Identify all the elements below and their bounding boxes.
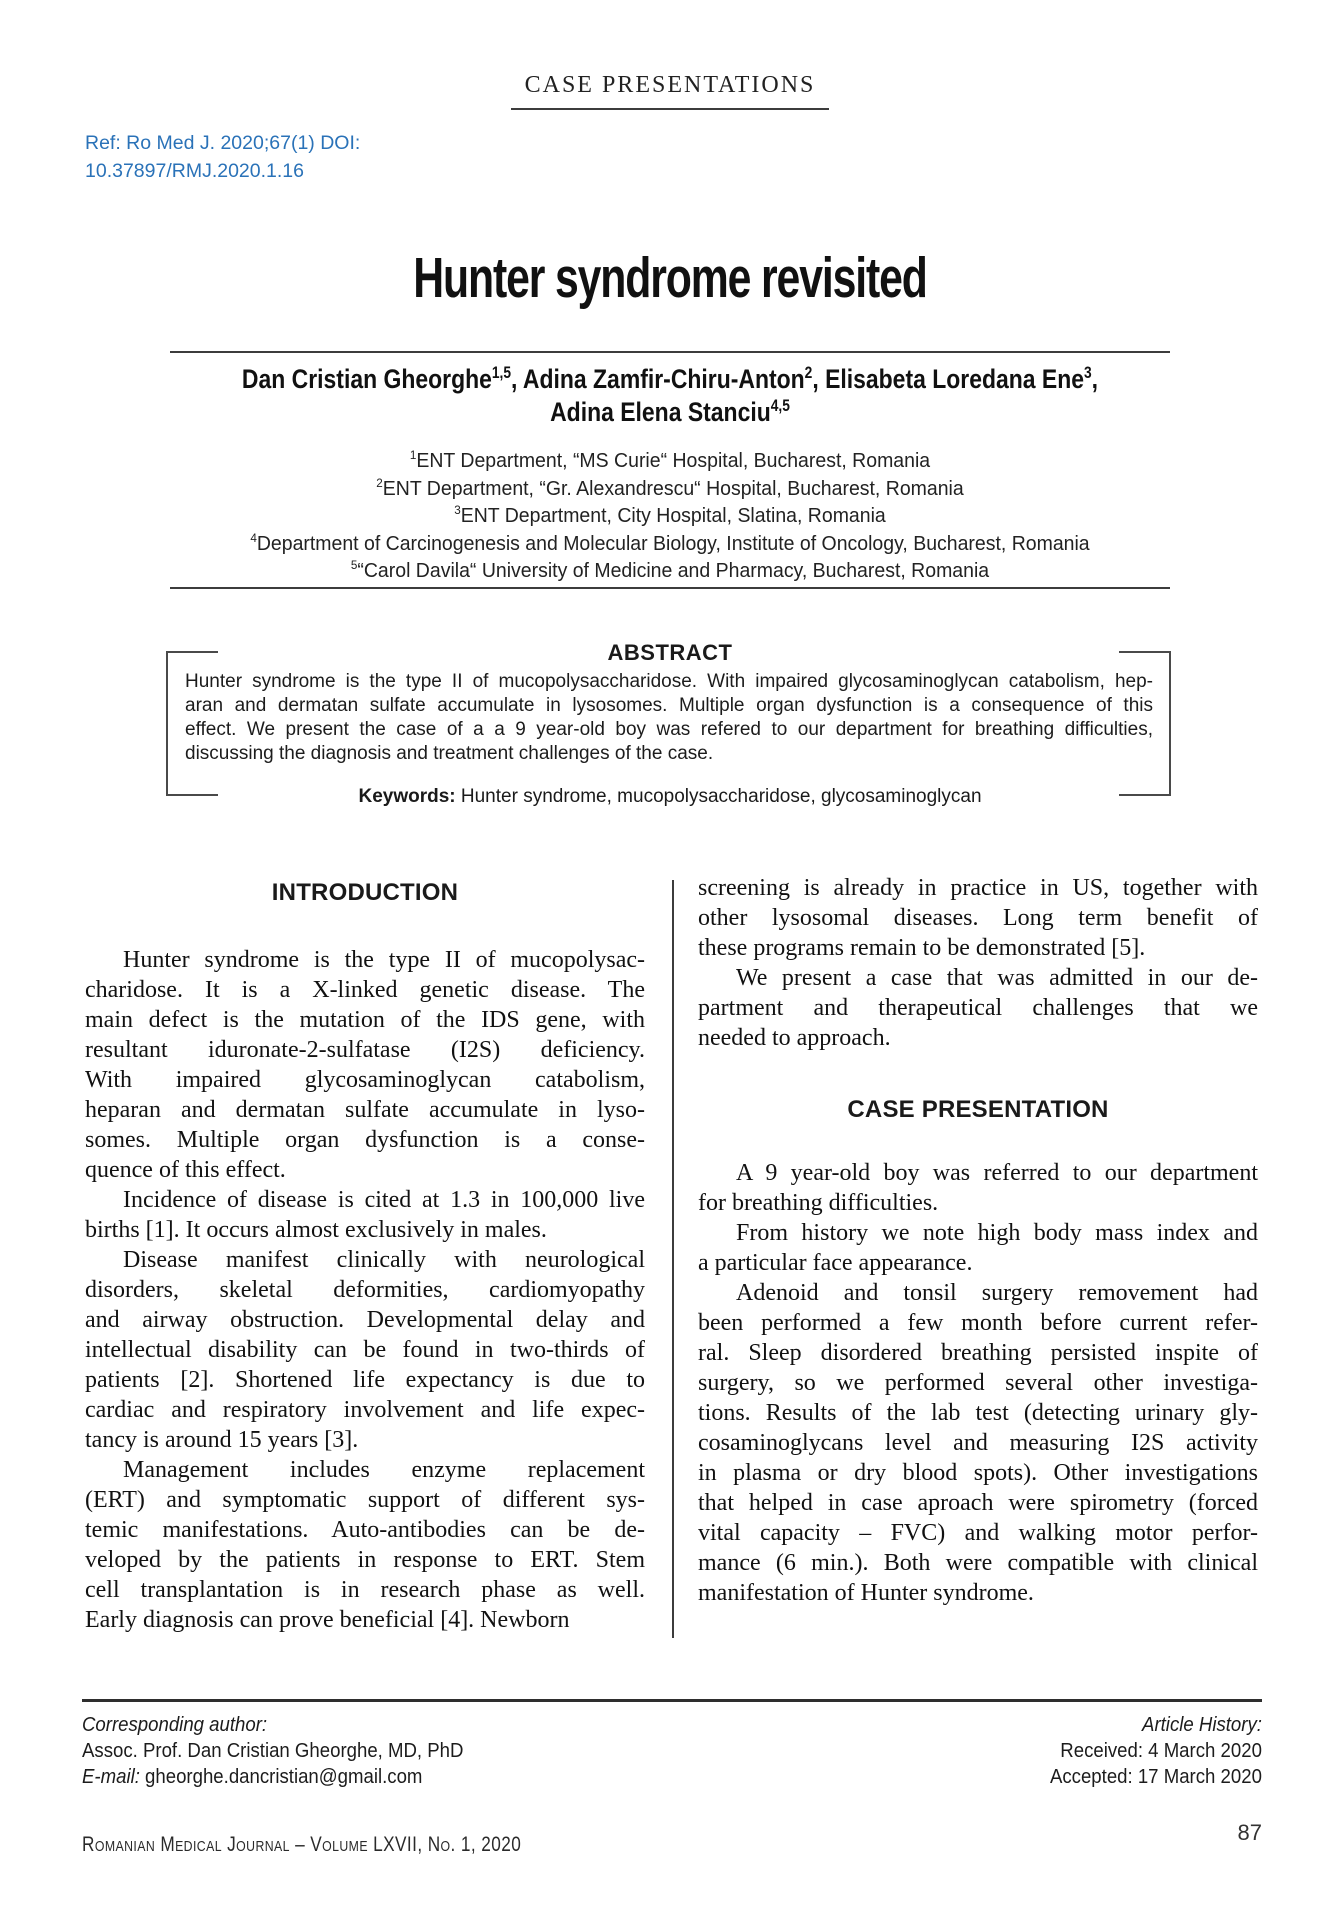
superscript-marker: 2 (804, 364, 813, 382)
text-segment: Adina Elena Stanciu (550, 397, 771, 427)
text-segment: Dan Cristian Gheorghe (241, 364, 492, 394)
text-line (34, 502, 1307, 530)
text-line: quence of this effect. (85, 1157, 286, 1183)
superscript-marker: 3 (1084, 364, 1092, 382)
text-segment: ENT Department, “MS Curie“ Hospital, Bucharest, Romania (416, 449, 931, 472)
paragraph (698, 1278, 1258, 1608)
text-line: mance (6 min.). Both were compatible with clinical (698, 1550, 1258, 1576)
text-line: these programs remain to be demonstrated [5]. (698, 935, 1146, 961)
case-presentation-heading: CASE PRESENTATION (847, 1096, 1109, 1123)
text-line (34, 447, 1307, 475)
superscript-marker: 1,5 (491, 364, 512, 382)
text-line (82, 1738, 463, 1764)
text-segment: Hunter syndrome, mucopolysaccharidose, glycosaminoglycan (455, 786, 982, 807)
superscript-marker: 4,5 (770, 397, 790, 415)
text-line: Adenoid and tonsil surgery removement had (736, 1280, 1258, 1306)
abstract-heading: ABSTRACT (607, 640, 733, 665)
text-segment: Corresponding author: (82, 1714, 268, 1736)
text-line: other lysosomal diseases. Long term benefit of (698, 905, 1258, 931)
text-line (1050, 1764, 1262, 1790)
text-line: Management includes enzyme replacement (123, 1457, 645, 1483)
article-history-block (1050, 1712, 1262, 1790)
text-line: that helped in case aproach were spirometry (forced (698, 1490, 1258, 1516)
text-line: cell transplantation is in research phase as well. (85, 1577, 645, 1603)
text-line (34, 475, 1307, 503)
text-line: needed to approach. (698, 1025, 891, 1051)
affiliations-divider-rule (170, 587, 1170, 589)
text-line: Hunter syndrome is the type II of mucopolysaccharidose. With impaired glycosaminoglycan catabolism, hep- (185, 671, 1153, 692)
text-line: surgery, so we performed several other investiga- (698, 1370, 1258, 1396)
text-line: tions. Results of the lab test (detecting urinary gly- (698, 1400, 1258, 1426)
paragraph (698, 1158, 1258, 1218)
text-line (34, 557, 1307, 585)
text-line: With impaired glycosaminoglycan catabolism, (85, 1067, 645, 1093)
text-line: main defect is the mutation of the IDS gene, with (85, 1007, 645, 1033)
text-line: temic manifestations. Auto-antibodies can be de- (85, 1517, 645, 1543)
text-line: cardiac and respiratory involvement and life expec- (85, 1397, 645, 1423)
text-segment: Article History: (1142, 1714, 1262, 1736)
keywords-line (0, 786, 1340, 808)
article-title: Hunter syndrome revisited (413, 246, 927, 310)
text-segment: E-mail: (82, 1766, 140, 1788)
authors-row-1 (101, 363, 1240, 396)
text-line (1050, 1712, 1262, 1738)
text-line: tancy is around 15 years [3]. (85, 1427, 359, 1453)
text-segment: Keywords: (358, 786, 456, 807)
running-head-label: CASE PRESENTATIONS (511, 72, 830, 110)
text-line: partment and therapeutical challenges that we (698, 995, 1258, 1021)
text-line: somes. Multiple organ dysfunction is a conse- (85, 1127, 645, 1153)
introduction-text-continued (698, 873, 1258, 1053)
title-divider-rule (170, 351, 1170, 353)
authors-row-2 (101, 396, 1240, 429)
text-line: intellectual disability can be found in two-thirds of (85, 1337, 645, 1363)
text-line: aran and dermatan sulfate accumulate in lysosomes. Multiple organ dysfunction is a consequence of this (185, 695, 1153, 716)
text-line (82, 1764, 463, 1790)
text-segment: Received: 4 March 2020 (1060, 1740, 1262, 1762)
text-line: patients [2]. Shortened life expectancy is due to (85, 1367, 645, 1393)
text-line: disorders, skeletal deformities, cardiomyopathy (85, 1277, 645, 1303)
page-number: 87 (1237, 1820, 1262, 1845)
journal-name-footer: Romanian Medical Journal – Volume LXVII, No. 1, 2020 (82, 1833, 522, 1856)
text-segment: Department of Carcinogenesis and Molecular Biology, Institute of Oncology, Bucharest, Romania (256, 531, 1090, 555)
text-segment: ENT Department, “Gr. Alexandrescu“ Hospital, Bucharest, Romania (382, 476, 964, 500)
text-line: a particular face appearance. (698, 1250, 973, 1276)
doi-reference-line2: 10.37897/RMJ.2020.1.16 (85, 160, 304, 182)
paragraph (85, 1185, 645, 1245)
text-segment: “Carol Davila“ University of Medicine and Pharmacy, Bucharest, Romania (357, 559, 990, 582)
superscript-marker: 2 (376, 475, 383, 490)
text-line: screening is already in practice in US, together with (698, 875, 1258, 901)
text-line: (ERT) and symptomatic support of different sys- (85, 1487, 645, 1513)
text-segment: Assoc. Prof. Dan Cristian Gheorghe, MD, PhD (82, 1740, 464, 1762)
text-line (34, 530, 1307, 558)
text-line: resultant iduronate-2-sulfatase (I2S) deficiency. (85, 1037, 645, 1063)
doi-reference-line1: Ref: Ro Med J. 2020;67(1) DOI: (85, 132, 361, 154)
paragraph (85, 1455, 645, 1635)
superscript-marker: 1 (409, 448, 417, 463)
text-line: cosaminoglycans level and measuring I2S activity (698, 1430, 1258, 1456)
text-segment: , Adina Zamfir-Chiru-Anton (511, 364, 805, 394)
text-line: for breathing difficulties. (698, 1190, 939, 1216)
corresponding-author-block (82, 1712, 463, 1790)
affiliations-block (34, 447, 1307, 585)
text-line: and airway obstruction. Developmental delay and (85, 1307, 645, 1333)
paragraph (85, 945, 645, 1185)
text-segment: gheorghe.dancristian@gmail.com (139, 1766, 423, 1788)
footer-rule (82, 1699, 1262, 1702)
text-line: A 9 year-old boy was referred to our department (736, 1160, 1258, 1186)
text-line: ral. Sleep disordered breathing persisted inspite of (698, 1340, 1258, 1366)
text-line: been performed a few month before current refer- (698, 1310, 1258, 1336)
case-presentation-text (698, 1158, 1258, 1608)
text-segment: , (1091, 364, 1099, 394)
text-segment: ENT Department, City Hospital, Slatina, Romania (460, 504, 886, 527)
text-line: effect. We present the case of a a 9 year-old boy was refered to our department for breathing difficulties, (185, 719, 1153, 740)
text-line: births [1]. It occurs almost exclusively in males. (85, 1217, 547, 1243)
text-line (1050, 1738, 1262, 1764)
paragraph (85, 1245, 645, 1455)
text-line: discussing the diagnosis and treatment challenges of the case. (185, 743, 714, 764)
introduction-text (85, 945, 645, 1635)
text-line: We present a case that was admitted in our de- (736, 965, 1258, 991)
superscript-marker: 3 (454, 503, 461, 518)
paragraph (698, 873, 1258, 963)
superscript-marker: 4 (250, 530, 257, 545)
text-line: From history we note high body mass index and (736, 1220, 1258, 1246)
text-line: Incidence of disease is cited at 1.3 in 100,000 live (123, 1187, 645, 1213)
abstract-text (185, 670, 1153, 766)
superscript-marker: 5 (350, 558, 358, 573)
doi-reference (85, 129, 360, 185)
text-line: heparan and dermatan sulfate accumulate in lyso- (85, 1097, 645, 1123)
text-line: Early diagnosis can prove beneficial [4]. Newborn (85, 1607, 570, 1633)
column-divider-rule (672, 880, 674, 1638)
paragraph (698, 1218, 1258, 1278)
text-line: charidose. It is a X-linked genetic disease. The (85, 977, 645, 1003)
text-line (82, 1712, 463, 1738)
text-line: in plasma or dry blood spots). Other investigations (698, 1460, 1258, 1486)
running-head (0, 72, 1340, 110)
authors-line (101, 363, 1240, 429)
text-line: Disease manifest clinically with neurological (123, 1247, 645, 1273)
text-line: veloped by the patients in response to ERT. Stem (85, 1547, 645, 1573)
paragraph (698, 963, 1258, 1053)
text-line: Hunter syndrome is the type II of mucopolysac- (123, 947, 645, 973)
text-line: vital capacity – FVC) and walking motor perfor- (698, 1520, 1258, 1546)
text-line: manifestation of Hunter syndrome. (698, 1580, 1034, 1606)
introduction-heading: INTRODUCTION (271, 879, 459, 906)
text-segment: Accepted: 17 March 2020 (1050, 1766, 1262, 1788)
text-segment: , Elisabeta Loredana Ene (812, 364, 1085, 394)
